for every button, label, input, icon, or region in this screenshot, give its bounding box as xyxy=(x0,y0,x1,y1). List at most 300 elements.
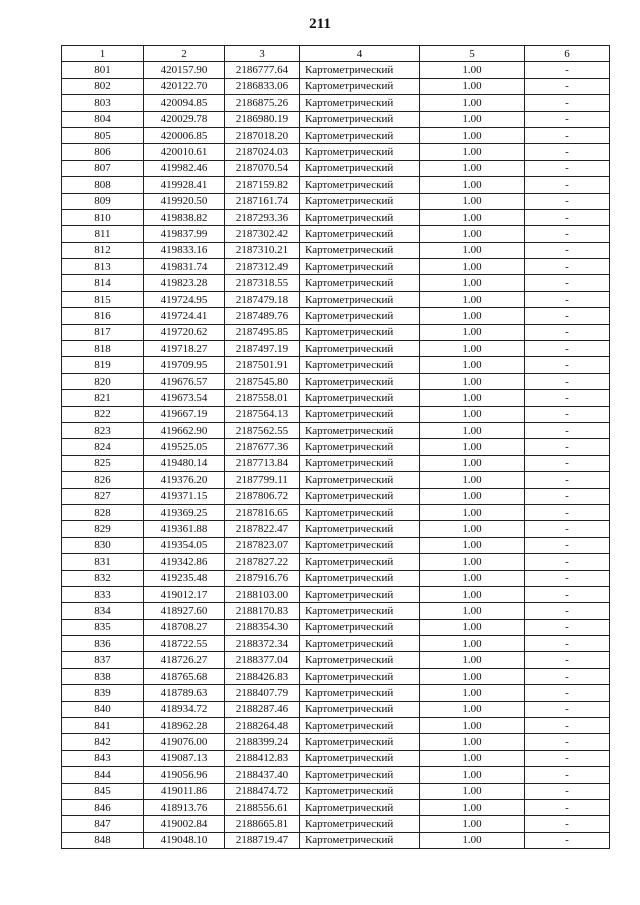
x-coordinate-cell: 419724.41 xyxy=(144,308,225,324)
method-cell: Картометрический xyxy=(300,816,420,832)
table-row xyxy=(62,177,610,193)
method-cell: Картометрический xyxy=(300,652,420,668)
table-row xyxy=(62,783,610,799)
method-cell: Картометрический xyxy=(300,799,420,815)
accuracy-cell: 1.00 xyxy=(420,718,525,734)
note-cell: - xyxy=(525,259,610,275)
x-coordinate-cell: 419718.27 xyxy=(144,341,225,357)
y-coordinate-cell: 2187564.13 xyxy=(225,406,300,422)
method-cell: Картометрический xyxy=(300,504,420,520)
x-coordinate-cell: 419676.57 xyxy=(144,373,225,389)
note-cell: - xyxy=(525,341,610,357)
table-row xyxy=(62,521,610,537)
note-cell: - xyxy=(525,750,610,766)
note-cell: - xyxy=(525,472,610,488)
table-row xyxy=(62,652,610,668)
method-cell: Картометрический xyxy=(300,767,420,783)
method-cell: Картометрический xyxy=(300,685,420,701)
point-number-cell: 806 xyxy=(62,144,144,160)
x-coordinate-cell: 418913.76 xyxy=(144,799,225,815)
method-cell: Картометрический xyxy=(300,62,420,78)
x-coordinate-cell: 420006.85 xyxy=(144,127,225,143)
note-cell: - xyxy=(525,521,610,537)
point-number-cell: 808 xyxy=(62,177,144,193)
accuracy-cell: 1.00 xyxy=(420,570,525,586)
accuracy-cell: 1.00 xyxy=(420,439,525,455)
accuracy-cell: 1.00 xyxy=(420,242,525,258)
method-cell: Картометрический xyxy=(300,586,420,602)
note-cell: - xyxy=(525,619,610,635)
table-row xyxy=(62,554,610,570)
x-coordinate-cell: 419709.95 xyxy=(144,357,225,373)
method-cell: Картометрический xyxy=(300,160,420,176)
accuracy-cell: 1.00 xyxy=(420,259,525,275)
point-number-cell: 820 xyxy=(62,373,144,389)
x-coordinate-cell: 420029.78 xyxy=(144,111,225,127)
method-cell: Картометрический xyxy=(300,422,420,438)
x-coordinate-cell: 419831.74 xyxy=(144,259,225,275)
point-number-cell: 836 xyxy=(62,636,144,652)
point-number-cell: 846 xyxy=(62,799,144,815)
x-coordinate-cell: 418934.72 xyxy=(144,701,225,717)
y-coordinate-cell: 2187497.19 xyxy=(225,341,300,357)
point-number-cell: 840 xyxy=(62,701,144,717)
table-row xyxy=(62,668,610,684)
accuracy-cell: 1.00 xyxy=(420,390,525,406)
y-coordinate-cell: 2188372.34 xyxy=(225,636,300,652)
method-cell: Картометрический xyxy=(300,259,420,275)
point-number-cell: 807 xyxy=(62,160,144,176)
note-cell: - xyxy=(525,373,610,389)
point-number-cell: 804 xyxy=(62,111,144,127)
accuracy-cell: 1.00 xyxy=(420,62,525,78)
table-row xyxy=(62,144,610,160)
point-number-cell: 845 xyxy=(62,783,144,799)
x-coordinate-cell: 420094.85 xyxy=(144,95,225,111)
method-cell: Картометрический xyxy=(300,570,420,586)
x-coordinate-cell: 419048.10 xyxy=(144,832,225,848)
point-number-cell: 802 xyxy=(62,78,144,94)
accuracy-cell: 1.00 xyxy=(420,324,525,340)
x-coordinate-cell: 419235.48 xyxy=(144,570,225,586)
accuracy-cell: 1.00 xyxy=(420,95,525,111)
accuracy-cell: 1.00 xyxy=(420,488,525,504)
point-number-cell: 847 xyxy=(62,816,144,832)
note-cell: - xyxy=(525,816,610,832)
method-cell: Картометрический xyxy=(300,177,420,193)
table-row xyxy=(62,226,610,242)
accuracy-cell: 1.00 xyxy=(420,341,525,357)
note-cell: - xyxy=(525,537,610,553)
point-number-cell: 822 xyxy=(62,406,144,422)
point-number-cell: 823 xyxy=(62,422,144,438)
point-number-cell: 839 xyxy=(62,685,144,701)
accuracy-cell: 1.00 xyxy=(420,668,525,684)
table-row xyxy=(62,275,610,291)
note-cell: - xyxy=(525,636,610,652)
table-row xyxy=(62,750,610,766)
point-number-cell: 834 xyxy=(62,603,144,619)
point-number-cell: 838 xyxy=(62,668,144,684)
note-cell: - xyxy=(525,177,610,193)
note-cell: - xyxy=(525,439,610,455)
note-cell: - xyxy=(525,291,610,307)
table-row xyxy=(62,160,610,176)
accuracy-cell: 1.00 xyxy=(420,308,525,324)
accuracy-cell: 1.00 xyxy=(420,291,525,307)
method-cell: Картометрический xyxy=(300,373,420,389)
x-coordinate-cell: 420010.61 xyxy=(144,144,225,160)
table-row xyxy=(62,373,610,389)
method-cell: Картометрический xyxy=(300,603,420,619)
x-coordinate-cell: 419982.46 xyxy=(144,160,225,176)
point-number-cell: 811 xyxy=(62,226,144,242)
x-coordinate-cell: 419056.96 xyxy=(144,767,225,783)
point-number-cell: 827 xyxy=(62,488,144,504)
accuracy-cell: 1.00 xyxy=(420,177,525,193)
coordinates-table xyxy=(61,45,610,849)
accuracy-cell: 1.00 xyxy=(420,127,525,143)
note-cell: - xyxy=(525,422,610,438)
point-number-cell: 831 xyxy=(62,554,144,570)
method-cell: Картометрический xyxy=(300,357,420,373)
table-row xyxy=(62,95,610,111)
method-cell: Картометрический xyxy=(300,78,420,94)
table-row xyxy=(62,242,610,258)
x-coordinate-cell: 419928.41 xyxy=(144,177,225,193)
note-cell: - xyxy=(525,586,610,602)
note-cell: - xyxy=(525,144,610,160)
table-row xyxy=(62,193,610,209)
table-row xyxy=(62,62,610,78)
method-cell: Картометрический xyxy=(300,750,420,766)
method-cell: Картометрический xyxy=(300,455,420,471)
table-row xyxy=(62,390,610,406)
accuracy-cell: 1.00 xyxy=(420,636,525,652)
note-cell: - xyxy=(525,324,610,340)
method-cell: Картометрический xyxy=(300,734,420,750)
accuracy-cell: 1.00 xyxy=(420,767,525,783)
accuracy-cell: 1.00 xyxy=(420,455,525,471)
y-coordinate-cell: 2188287.46 xyxy=(225,701,300,717)
x-coordinate-cell: 418927.60 xyxy=(144,603,225,619)
point-number-cell: 828 xyxy=(62,504,144,520)
y-coordinate-cell: 2187816.65 xyxy=(225,504,300,520)
y-coordinate-cell: 2187024.03 xyxy=(225,144,300,160)
table-row xyxy=(62,636,610,652)
point-number-cell: 810 xyxy=(62,209,144,225)
column-header: 4 xyxy=(300,46,420,62)
y-coordinate-cell: 2187489.76 xyxy=(225,308,300,324)
point-number-cell: 843 xyxy=(62,750,144,766)
note-cell: - xyxy=(525,668,610,684)
accuracy-cell: 1.00 xyxy=(420,226,525,242)
y-coordinate-cell: 2187677.36 xyxy=(225,439,300,455)
accuracy-cell: 1.00 xyxy=(420,111,525,127)
y-coordinate-cell: 2188665.81 xyxy=(225,816,300,832)
accuracy-cell: 1.00 xyxy=(420,603,525,619)
accuracy-cell: 1.00 xyxy=(420,504,525,520)
x-coordinate-cell: 418708.27 xyxy=(144,619,225,635)
method-cell: Картометрический xyxy=(300,439,420,455)
x-coordinate-cell: 419838.82 xyxy=(144,209,225,225)
note-cell: - xyxy=(525,734,610,750)
point-number-cell: 818 xyxy=(62,341,144,357)
table-row xyxy=(62,537,610,553)
y-coordinate-cell: 2187018.20 xyxy=(225,127,300,143)
point-number-cell: 844 xyxy=(62,767,144,783)
accuracy-cell: 1.00 xyxy=(420,160,525,176)
note-cell: - xyxy=(525,504,610,520)
method-cell: Картометрический xyxy=(300,554,420,570)
point-number-cell: 824 xyxy=(62,439,144,455)
y-coordinate-cell: 2188719.47 xyxy=(225,832,300,848)
method-cell: Картометрический xyxy=(300,390,420,406)
point-number-cell: 837 xyxy=(62,652,144,668)
note-cell: - xyxy=(525,799,610,815)
table-row xyxy=(62,308,610,324)
x-coordinate-cell: 419342.86 xyxy=(144,554,225,570)
y-coordinate-cell: 2187070.54 xyxy=(225,160,300,176)
point-number-cell: 832 xyxy=(62,570,144,586)
accuracy-cell: 1.00 xyxy=(420,422,525,438)
note-cell: - xyxy=(525,767,610,783)
x-coordinate-cell: 419525.05 xyxy=(144,439,225,455)
table-row xyxy=(62,603,610,619)
x-coordinate-cell: 419662.90 xyxy=(144,422,225,438)
y-coordinate-cell: 2188474.72 xyxy=(225,783,300,799)
page-number: 211 xyxy=(309,16,331,32)
table-row xyxy=(62,586,610,602)
method-cell: Картометрический xyxy=(300,472,420,488)
accuracy-cell: 1.00 xyxy=(420,816,525,832)
y-coordinate-cell: 2186833.06 xyxy=(225,78,300,94)
accuracy-cell: 1.00 xyxy=(420,275,525,291)
method-cell: Картометрический xyxy=(300,537,420,553)
y-coordinate-cell: 2187827.22 xyxy=(225,554,300,570)
table-row xyxy=(62,341,610,357)
column-header: 6 xyxy=(525,46,610,62)
x-coordinate-cell: 419480.14 xyxy=(144,455,225,471)
accuracy-cell: 1.00 xyxy=(420,832,525,848)
point-number-cell: 817 xyxy=(62,324,144,340)
note-cell: - xyxy=(525,554,610,570)
x-coordinate-cell: 419720.62 xyxy=(144,324,225,340)
x-coordinate-cell: 419371.15 xyxy=(144,488,225,504)
note-cell: - xyxy=(525,357,610,373)
y-coordinate-cell: 2187558.01 xyxy=(225,390,300,406)
table-row xyxy=(62,734,610,750)
note-cell: - xyxy=(525,718,610,734)
point-number-cell: 809 xyxy=(62,193,144,209)
y-coordinate-cell: 2187822.47 xyxy=(225,521,300,537)
note-cell: - xyxy=(525,488,610,504)
x-coordinate-cell: 418789.63 xyxy=(144,685,225,701)
x-coordinate-cell: 419012.17 xyxy=(144,586,225,602)
method-cell: Картометрический xyxy=(300,95,420,111)
x-coordinate-cell: 419354.05 xyxy=(144,537,225,553)
table-header-row xyxy=(62,46,610,62)
x-coordinate-cell: 419376.20 xyxy=(144,472,225,488)
y-coordinate-cell: 2188264.48 xyxy=(225,718,300,734)
x-coordinate-cell: 419823.28 xyxy=(144,275,225,291)
note-cell: - xyxy=(525,111,610,127)
point-number-cell: 833 xyxy=(62,586,144,602)
y-coordinate-cell: 2187310.21 xyxy=(225,242,300,258)
accuracy-cell: 1.00 xyxy=(420,586,525,602)
method-cell: Картометрический xyxy=(300,619,420,635)
point-number-cell: 803 xyxy=(62,95,144,111)
y-coordinate-cell: 2188103.00 xyxy=(225,586,300,602)
note-cell: - xyxy=(525,652,610,668)
y-coordinate-cell: 2187318.55 xyxy=(225,275,300,291)
y-coordinate-cell: 2188399.24 xyxy=(225,734,300,750)
note-cell: - xyxy=(525,209,610,225)
method-cell: Картометрический xyxy=(300,308,420,324)
point-number-cell: 842 xyxy=(62,734,144,750)
table-row xyxy=(62,357,610,373)
point-number-cell: 814 xyxy=(62,275,144,291)
y-coordinate-cell: 2187562.55 xyxy=(225,422,300,438)
method-cell: Картометрический xyxy=(300,127,420,143)
y-coordinate-cell: 2187713.84 xyxy=(225,455,300,471)
y-coordinate-cell: 2188437.40 xyxy=(225,767,300,783)
method-cell: Картометрический xyxy=(300,341,420,357)
table-row xyxy=(62,324,610,340)
accuracy-cell: 1.00 xyxy=(420,357,525,373)
table-row xyxy=(62,111,610,127)
method-cell: Картометрический xyxy=(300,324,420,340)
point-number-cell: 805 xyxy=(62,127,144,143)
method-cell: Картометрический xyxy=(300,144,420,160)
y-coordinate-cell: 2187161.74 xyxy=(225,193,300,209)
x-coordinate-cell: 419667.19 xyxy=(144,406,225,422)
note-cell: - xyxy=(525,193,610,209)
method-cell: Картометрический xyxy=(300,701,420,717)
y-coordinate-cell: 2186777.64 xyxy=(225,62,300,78)
y-coordinate-cell: 2188407.79 xyxy=(225,685,300,701)
accuracy-cell: 1.00 xyxy=(420,619,525,635)
table-row xyxy=(62,291,610,307)
note-cell: - xyxy=(525,455,610,471)
note-cell: - xyxy=(525,62,610,78)
table-row xyxy=(62,832,610,848)
x-coordinate-cell: 418726.27 xyxy=(144,652,225,668)
note-cell: - xyxy=(525,603,610,619)
accuracy-cell: 1.00 xyxy=(420,799,525,815)
method-cell: Картометрический xyxy=(300,668,420,684)
y-coordinate-cell: 2187823.07 xyxy=(225,537,300,553)
accuracy-cell: 1.00 xyxy=(420,750,525,766)
x-coordinate-cell: 419011.86 xyxy=(144,783,225,799)
y-coordinate-cell: 2188170.83 xyxy=(225,603,300,619)
x-coordinate-cell: 419724.95 xyxy=(144,291,225,307)
note-cell: - xyxy=(525,78,610,94)
y-coordinate-cell: 2187806.72 xyxy=(225,488,300,504)
note-cell: - xyxy=(525,308,610,324)
column-header: 5 xyxy=(420,46,525,62)
accuracy-cell: 1.00 xyxy=(420,472,525,488)
point-number-cell: 825 xyxy=(62,455,144,471)
point-number-cell: 841 xyxy=(62,718,144,734)
note-cell: - xyxy=(525,275,610,291)
note-cell: - xyxy=(525,783,610,799)
column-header: 3 xyxy=(225,46,300,62)
table-row xyxy=(62,406,610,422)
method-cell: Картометрический xyxy=(300,291,420,307)
accuracy-cell: 1.00 xyxy=(420,144,525,160)
x-coordinate-cell: 420157.90 xyxy=(144,62,225,78)
x-coordinate-cell: 419076.00 xyxy=(144,734,225,750)
table-row xyxy=(62,422,610,438)
y-coordinate-cell: 2188426.83 xyxy=(225,668,300,684)
y-coordinate-cell: 2187479.18 xyxy=(225,291,300,307)
x-coordinate-cell: 418722.55 xyxy=(144,636,225,652)
note-cell: - xyxy=(525,390,610,406)
y-coordinate-cell: 2187916.76 xyxy=(225,570,300,586)
x-coordinate-cell: 419837.99 xyxy=(144,226,225,242)
table-row xyxy=(62,701,610,717)
table-row xyxy=(62,718,610,734)
table-row xyxy=(62,455,610,471)
method-cell: Картометрический xyxy=(300,783,420,799)
method-cell: Картометрический xyxy=(300,406,420,422)
y-coordinate-cell: 2188377.04 xyxy=(225,652,300,668)
x-coordinate-cell: 419920.50 xyxy=(144,193,225,209)
y-coordinate-cell: 2186980.19 xyxy=(225,111,300,127)
x-coordinate-cell: 419833.16 xyxy=(144,242,225,258)
point-number-cell: 821 xyxy=(62,390,144,406)
accuracy-cell: 1.00 xyxy=(420,373,525,389)
x-coordinate-cell: 419369.25 xyxy=(144,504,225,520)
method-cell: Картометрический xyxy=(300,242,420,258)
table-row xyxy=(62,767,610,783)
column-header: 1 xyxy=(62,46,144,62)
method-cell: Картометрический xyxy=(300,111,420,127)
table-row xyxy=(62,799,610,815)
method-cell: Картометрический xyxy=(300,636,420,652)
x-coordinate-cell: 419361.88 xyxy=(144,521,225,537)
note-cell: - xyxy=(525,701,610,717)
y-coordinate-cell: 2187302.42 xyxy=(225,226,300,242)
method-cell: Картометрический xyxy=(300,718,420,734)
method-cell: Картометрический xyxy=(300,832,420,848)
table-row xyxy=(62,439,610,455)
table-row xyxy=(62,816,610,832)
y-coordinate-cell: 2187545.80 xyxy=(225,373,300,389)
point-number-cell: 848 xyxy=(62,832,144,848)
y-coordinate-cell: 2188412.83 xyxy=(225,750,300,766)
point-number-cell: 813 xyxy=(62,259,144,275)
point-number-cell: 815 xyxy=(62,291,144,307)
accuracy-cell: 1.00 xyxy=(420,734,525,750)
table-row xyxy=(62,209,610,225)
point-number-cell: 816 xyxy=(62,308,144,324)
note-cell: - xyxy=(525,95,610,111)
point-number-cell: 812 xyxy=(62,242,144,258)
x-coordinate-cell: 418962.28 xyxy=(144,718,225,734)
table-row xyxy=(62,472,610,488)
y-coordinate-cell: 2188556.61 xyxy=(225,799,300,815)
y-coordinate-cell: 2187799.11 xyxy=(225,472,300,488)
y-coordinate-cell: 2186875.26 xyxy=(225,95,300,111)
table-row xyxy=(62,619,610,635)
y-coordinate-cell: 2187495.85 xyxy=(225,324,300,340)
x-coordinate-cell: 418765.68 xyxy=(144,668,225,684)
note-cell: - xyxy=(525,127,610,143)
accuracy-cell: 1.00 xyxy=(420,652,525,668)
column-header: 2 xyxy=(144,46,225,62)
